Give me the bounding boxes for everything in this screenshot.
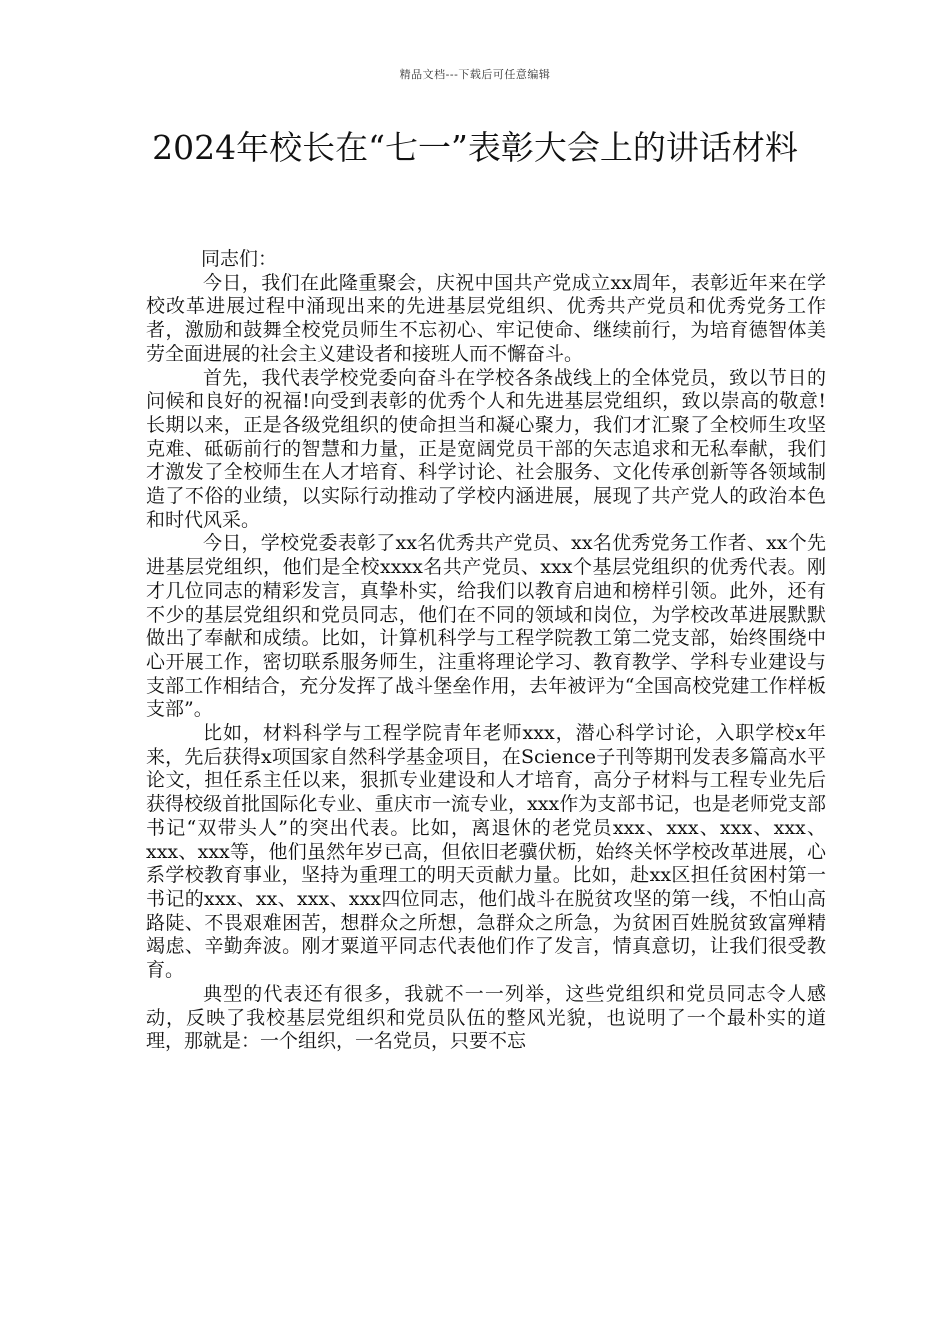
paragraph-4: 比如，材料科学与工程学院青年老师xxx，潜心科学讨论，入职学校x年来，先后获得x项国家自然科学基金项目，在Science子刊等期刊发表多篇高水平论文，担任系主任以来，狠抓专业建设和人才培育，高分子材料与工程专业先后获得校级首批国际化专业、重庆市一流专业，xxx作为支部书记，也是老师党支部书记“双带头人”的突出代表。比如，离退休的老党员xxx、xxx、xxx、xxx、xxx、xxx等，他们虽然年岁已高，但依旧老骥伏枥，始终关怀学校改革进展，心系学校教育事业，坚持为重理工的明天贡献力量。比如，赴xx区担任贫困村第一书记的xxx、xx、xxx、xxx四位同志，他们战斗在脱贫攻坚的第一线，不怕山高路陡、不畏艰难困苦，想群众之所想，急群众之所急，为贫困百姓脱贫致富殚精竭虑、辛勤奔波。刚才粟道平同志代表他们作了发言，情真意切，让我们很受教育。 (146, 722, 826, 982)
header-note: 精品文档---下载后可任意编辑 (399, 68, 551, 81)
paragraph-1: 今日，我们在此隆重聚会，庆祝中国共产党成立xx周年，表彰近年来在学校改革进展过程中涌现出来的先进基层党组织、优秀共产党员和优秀党务工作者，激励和鼓舞全校党员师生不忘初心、牢记使命、继续前行，为培育德智体美劳全面进展的社会主义建设者和接班人而不懈奋斗。 (146, 271, 826, 365)
salutation: 同志们： (201, 248, 278, 270)
paragraph-5: 典型的代表还有很多，我就不一一列举，这些党组织和党员同志令人感动，反映了我校基层党组织和党员队伍的整风光貌，也说明了一个最朴实的道理，那就是：一个组织，一名党员，只要不忘 (146, 982, 826, 1053)
paragraph-2: 首先，我代表学校党委向奋斗在学校各条战线上的全体党员，致以节日的问候和良好的祝福!向受到表彰的优秀个人和先进基层党组织，致以崇高的敬意!长期以来，正是各级党组织的使命担当和凝心聚力，我们才汇聚了全校师生攻坚克难、砥砺前行的智慧和力量，正是宽阔党员干部的矢志追求和无私奉献，我们才激发了全校师生在人才培育、科学讨论、社会服务、文化传承创新等各领域制造了不俗的业绩，以实际行动推动了学校内涵进展，展现了共产党人的政治本色和时代风采。 (146, 366, 826, 531)
document-body (146, 248, 826, 1054)
paragraph-3: 今日，学校党委表彰了xx名优秀共产党员、xx名优秀党务工作者、xx个先进基层党组织，他们是全校xxxx名共产党员、xxx个基层党组织的优秀代表。刚才几位同志的精彩发言，真挚朴实，给我们以教育启迪和榜样引领。此外，还有不少的基层党组织和党员同志，他们在不同的领域和岗位，为学校改革进展默默做出了奉献和成绩。比如，计算机科学与工程学院教工第二党支部，始终围绕中心开展工作，密切联系服务师生，注重将理论学习、教育教学、学科专业建设与支部工作相结合，充分发挥了战斗堡垒作用，去年被评为“全国高校党建工作样板支部”。 (146, 532, 826, 721)
document-title: 2024年校长在“七一”表彰大会上的讲话材料 (152, 128, 798, 167)
